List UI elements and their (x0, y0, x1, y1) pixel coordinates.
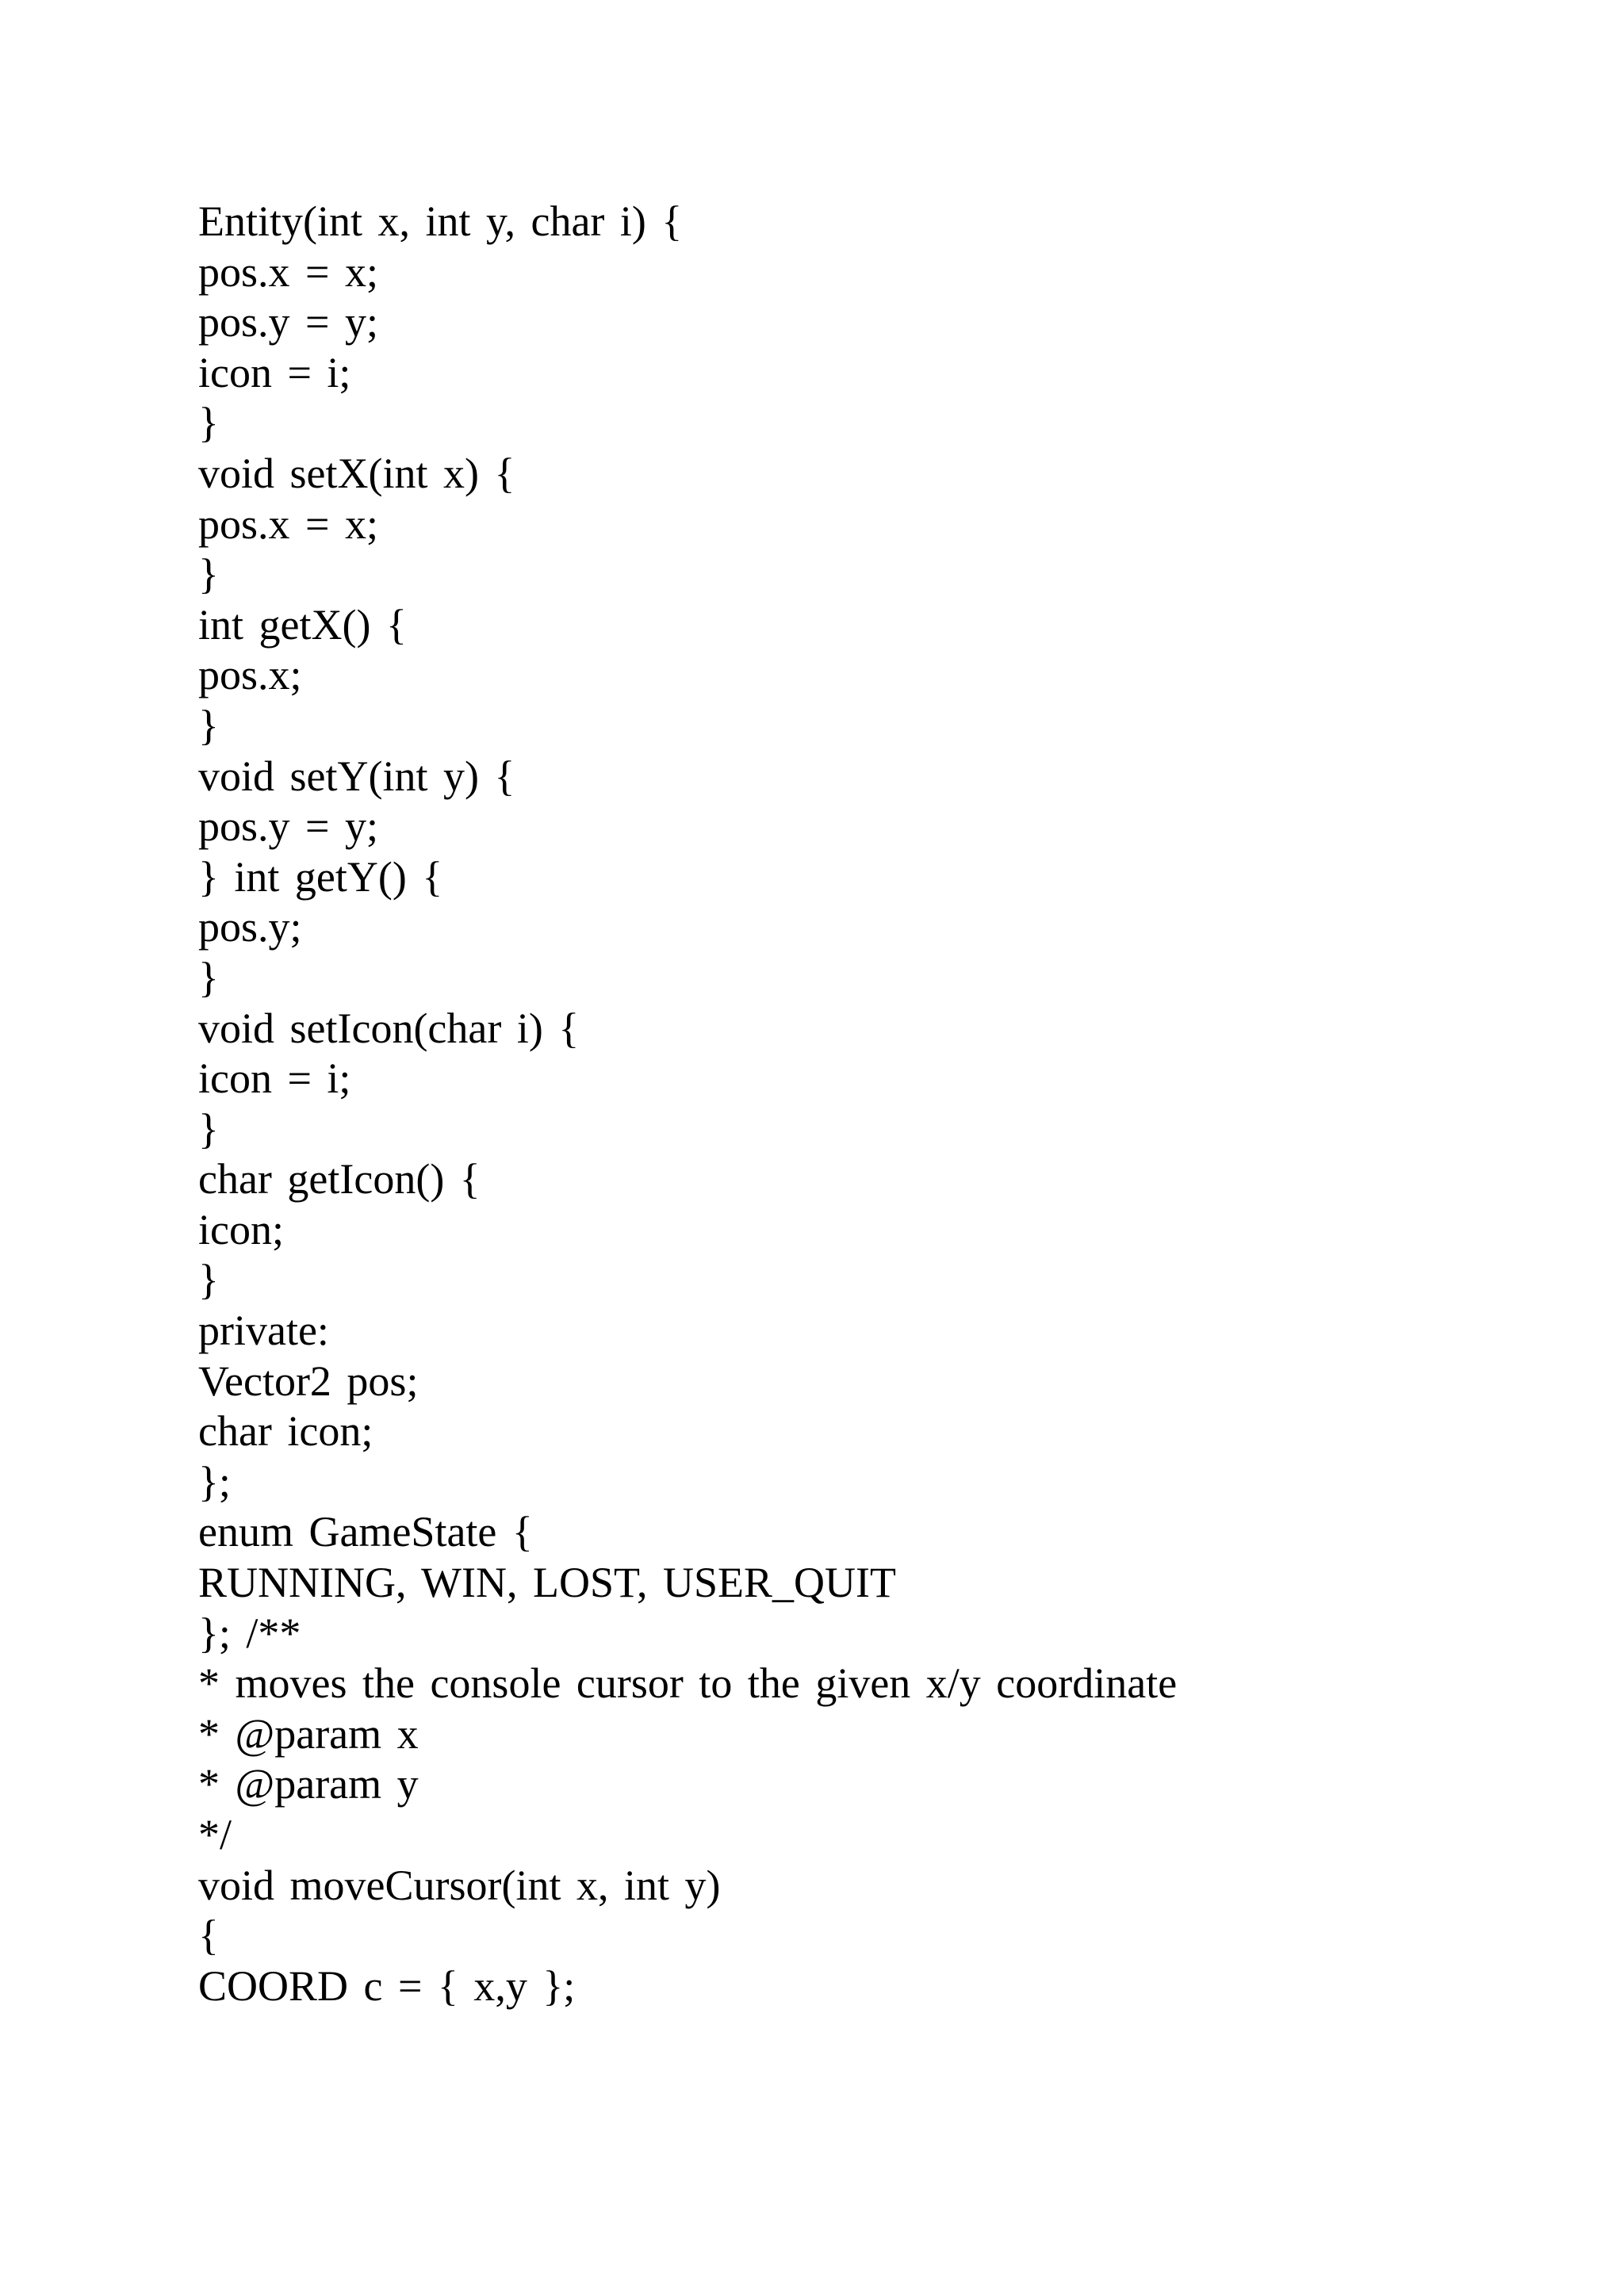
code-line: RUNNING, WIN, LOST, USER_QUIT (198, 1559, 896, 1607)
code-line: * @param y (198, 1760, 419, 1808)
code-line: }; /** (198, 1609, 301, 1657)
code-line: void setIcon(char i) { (198, 1004, 580, 1052)
code-line: Entity(int x, int y, char i) { (198, 197, 683, 245)
code-line: private: (198, 1307, 329, 1355)
code-line: icon = i; (198, 1054, 351, 1103)
code-line: enum GameState { (198, 1508, 533, 1556)
code-line: pos.x = x; (198, 499, 378, 548)
code-line: * moves the console cursor to the given x/y coordinate (198, 1659, 1178, 1708)
code-line: COORD c = { x,y }; (198, 1961, 576, 2010)
code-line: } (198, 399, 219, 447)
code-line: char icon; (198, 1407, 373, 1456)
code-line: } (198, 953, 219, 1001)
code-line: void setY(int y) { (198, 752, 515, 800)
code-line: icon = i; (198, 348, 351, 396)
code-listing (198, 197, 1546, 2011)
code-line: pos.x; (198, 651, 302, 699)
code-line: }; (198, 1457, 231, 1506)
code-line: * @param x (198, 1709, 419, 1758)
code-line: Vector2 pos; (198, 1357, 419, 1405)
code-line: int getX() { (198, 600, 407, 649)
code-line: pos.y = y; (198, 802, 378, 851)
code-line: } (198, 1256, 219, 1304)
code-line: } int getY() { (198, 852, 443, 901)
code-line: void setX(int x) { (198, 449, 515, 497)
code-line: icon; (198, 1205, 284, 1253)
code-line: */ (198, 1811, 232, 1858)
code-line: } (198, 1104, 219, 1153)
code-line: { (198, 1911, 219, 1960)
code-line: } (198, 550, 219, 599)
code-line: pos.y = y; (198, 298, 378, 346)
code-line: } (198, 701, 219, 749)
code-line: pos.x = x; (198, 247, 378, 296)
code-line: char getIcon() { (198, 1155, 481, 1203)
code-line: pos.y; (198, 903, 302, 951)
code-line: void moveCursor(int x, int y) (198, 1861, 721, 1909)
